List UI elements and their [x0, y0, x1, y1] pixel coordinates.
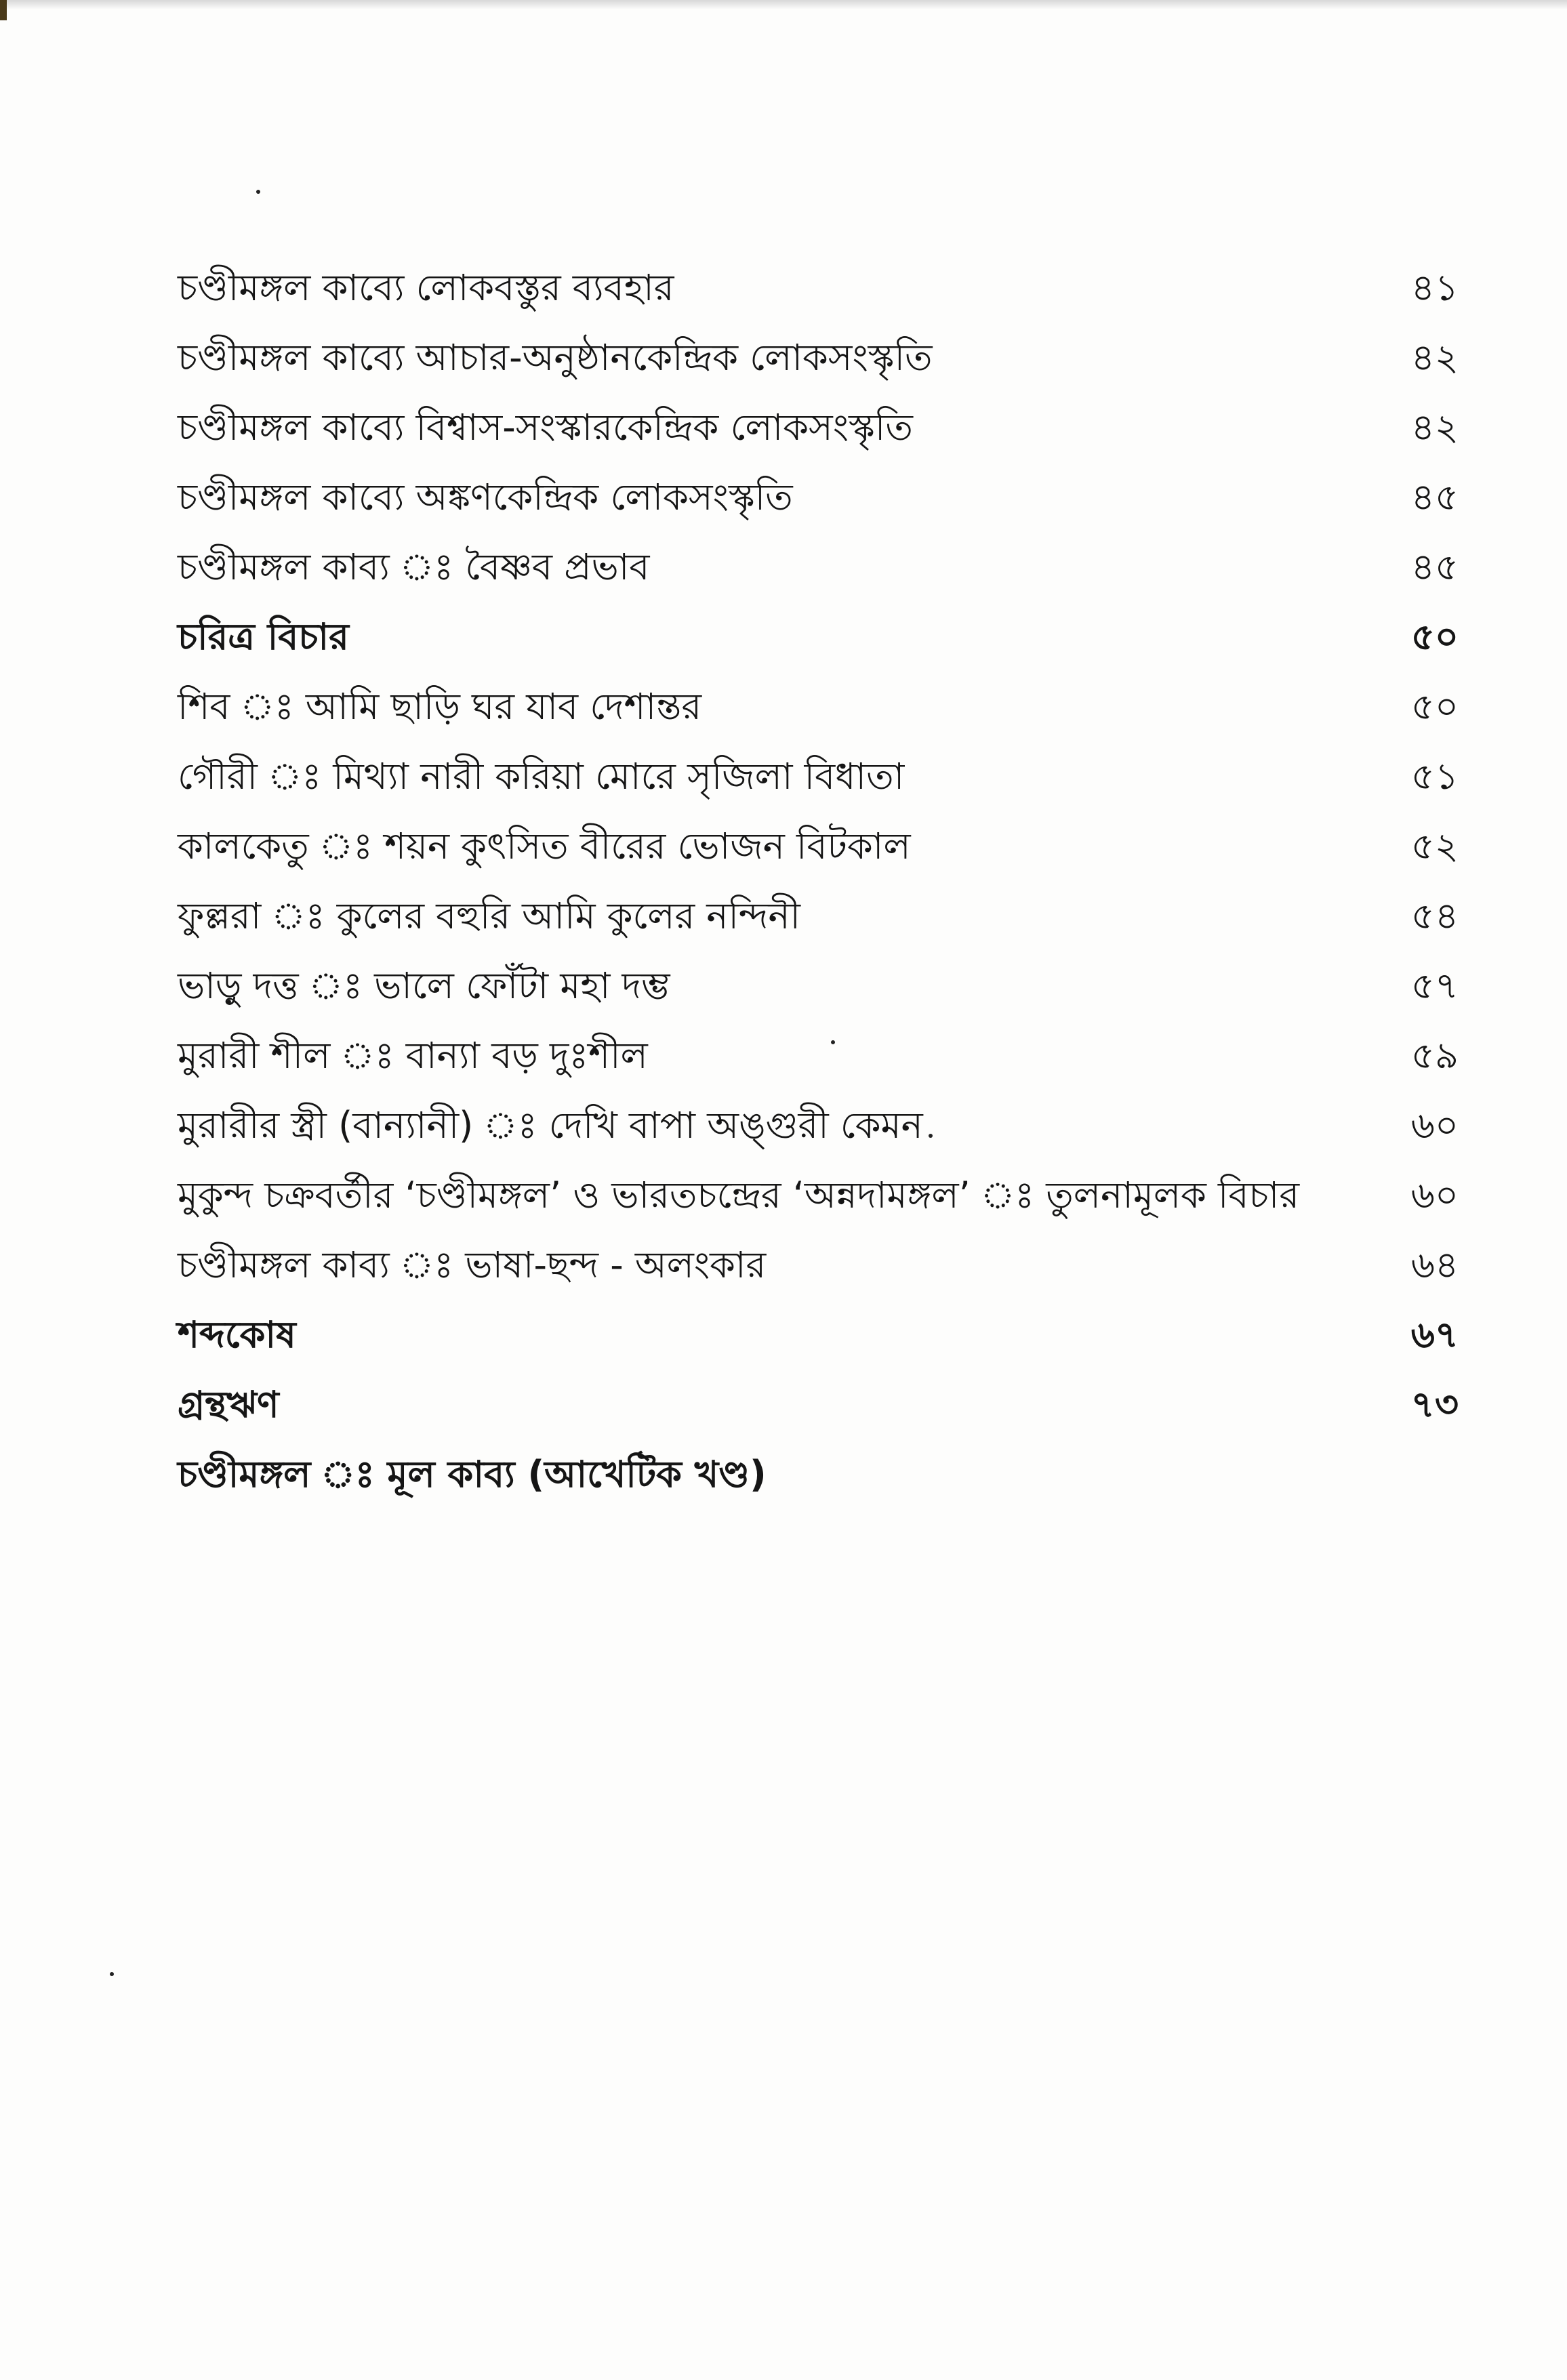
toc-entry[interactable]: [178, 886, 1479, 956]
toc-entry-page: ৫১: [1410, 755, 1459, 798]
toc-entry[interactable]: [178, 537, 1479, 607]
toc-entry[interactable]: [178, 397, 1479, 467]
toc-entry-title: চণ্ডীমঙ্গল কাব্যে বিশ্বাস-সংস্কারকেন্দ্রিক লোকসংস্কৃতি: [178, 406, 913, 449]
toc-entry-page: ৬৭: [1410, 1313, 1459, 1356]
toc-entry-title: চণ্ডীমঙ্গল কাব্যে আচার-অনুষ্ঠানকেন্দ্রিক লোকসংস্কৃতি: [178, 336, 933, 379]
toc-entry-title: ফুল্লরা ঃ কুলের বহুরি আমি কুলের নন্দিনী: [178, 895, 800, 937]
toc-entry[interactable]: [178, 467, 1479, 537]
toc-entry[interactable]: [178, 816, 1479, 886]
page-corner-mark: [0, 0, 7, 20]
toc-entry-title: মুরারী শীল ঃ বান্যা বড় দুঃশীল: [178, 1034, 648, 1077]
toc-entry-page: ৪৫: [1410, 546, 1459, 588]
toc-entry-page: ৬০: [1410, 1104, 1459, 1147]
toc-entry[interactable]: [178, 258, 1479, 327]
toc-entry-title: শিব ঃ আমি ছাড়ি ঘর যাব দেশান্তর: [178, 685, 702, 728]
toc-section-heading[interactable]: [178, 1374, 1479, 1444]
toc-entry-title: মুরারীর স্ত্রী (বান্যানী) ঃ দেখি বাপা অঙ্গুরী কেমন: [178, 1104, 923, 1147]
toc-entry-title: মুকুন্দ চক্রবর্তীর ‘চণ্ডীমঙ্গল’ ও ভারতচন্দ্রের ‘অন্নদামঙ্গল’ ঃ তুলনামূলক বিচার: [178, 1174, 1300, 1216]
toc-section-heading[interactable]: [178, 1444, 1479, 1514]
toc-entry-title: গৌরী ঃ মিথ্যা নারী করিয়া মোরে সৃজিলা বিধাতা: [178, 755, 905, 798]
toc-entry-title: চরিত্র বিচার: [178, 615, 349, 658]
toc-entry-page: ৬০: [1410, 1174, 1459, 1216]
toc-entry-title: চণ্ডীমঙ্গল ঃ মূল কাব্য (আখেটিক খণ্ড): [178, 1453, 767, 1496]
toc-entry-title: ভাড়ু দত্ত ঃ ভালে ফোঁটা মহা দম্ভ: [178, 964, 670, 1007]
toc-entry-page: ৪৫: [1410, 476, 1459, 518]
toc-section-heading[interactable]: [178, 607, 1479, 676]
toc-entry-page: ৪২: [1410, 406, 1459, 449]
toc-entry-page: ৫২: [1410, 825, 1459, 867]
toc-entry-title: চণ্ডীমঙ্গল কাব্য ঃ ভাষা-ছন্দ - অলংকার: [178, 1244, 767, 1286]
toc-entry-title: গ্রন্থঋণ: [178, 1383, 279, 1426]
toc-entry-page: ৫৪: [1410, 895, 1459, 937]
toc-entry[interactable]: [178, 1025, 1479, 1095]
toc-entry[interactable]: [178, 676, 1479, 746]
page-speck: [110, 1972, 114, 1976]
toc-entry[interactable]: [178, 956, 1479, 1025]
toc-entry[interactable]: [178, 1235, 1479, 1305]
toc-entry[interactable]: [178, 746, 1479, 816]
toc-section-heading[interactable]: [178, 1305, 1479, 1374]
page-speck: [256, 190, 260, 194]
toc-entry[interactable]: [178, 327, 1479, 397]
toc-entry-page: ৫০: [1410, 615, 1459, 658]
toc-entry-page: ৪২: [1410, 336, 1459, 379]
toc-entry-page: ৫০: [1410, 685, 1459, 728]
toc-entry-title: শব্দকোষ: [178, 1313, 296, 1356]
toc-entry-page: ৭৩: [1410, 1383, 1459, 1426]
toc-entry-title: কালকেতু ঃ শয়ন কুৎসিত বীরের ভোজন বিটকাল: [178, 825, 911, 867]
toc-entry-title: চণ্ডীমঙ্গল কাব্যে অঙ্কণকেন্দ্রিক লোকসংস্কৃতি: [178, 476, 793, 518]
toc-entry[interactable]: [178, 1095, 1479, 1165]
toc-entry-page: ৪১: [1410, 266, 1459, 309]
table-of-contents: [178, 258, 1479, 1514]
toc-entry-page: ৫৭: [1410, 964, 1459, 1007]
toc-entry-title: চণ্ডীমঙ্গল কাব্যে লোকবস্তুর ব্যবহার: [178, 266, 674, 309]
toc-entry-title: চণ্ডীমঙ্গল কাব্য ঃ বৈষ্ণব প্রভাব: [178, 546, 650, 588]
toc-entry[interactable]: [178, 1165, 1479, 1235]
toc-entry-page: ৬৪: [1410, 1244, 1459, 1286]
page-top-shadow: [0, 0, 1567, 9]
toc-entry-page: ৫৯: [1410, 1034, 1459, 1077]
